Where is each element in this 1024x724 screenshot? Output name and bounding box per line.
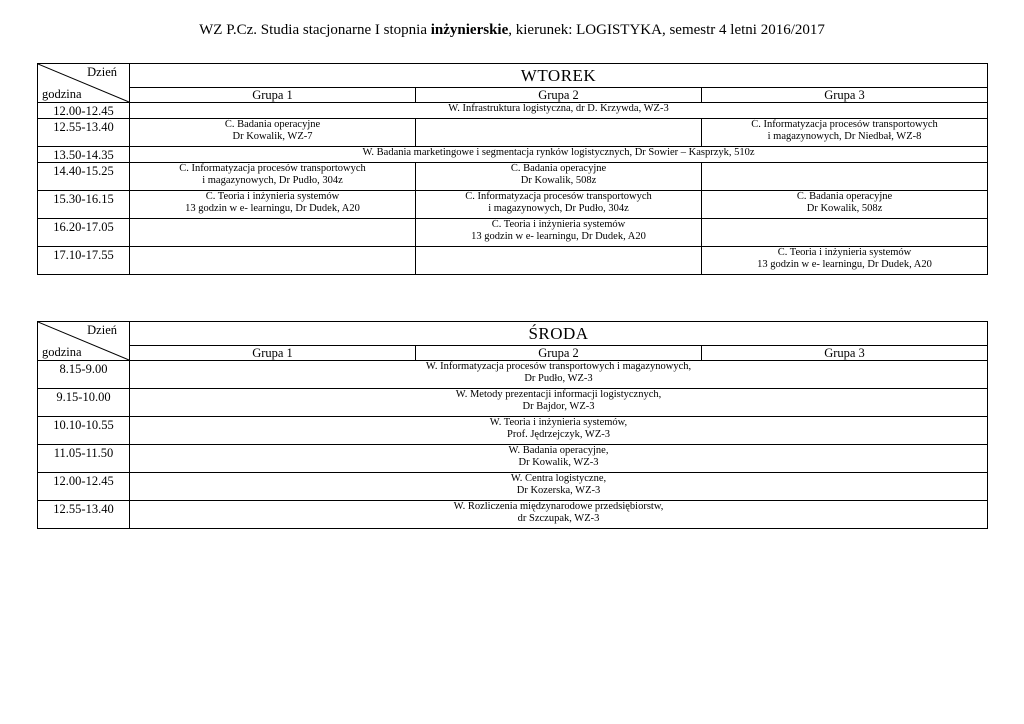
group-header-row [38,346,988,361]
class-entry-line: W. Badania operacyjne, [508,445,609,456]
day-header-row [38,64,988,88]
timetable-row [38,501,988,529]
class-entry-line: Ć. Informatyzacja procesów transportowych [751,119,938,130]
class-entry-all-groups [130,103,988,119]
timetable-row [38,147,988,163]
day-axis-label: Dzień [87,65,117,79]
timetable-row [38,361,988,389]
group-header-2: Grupa 2 [416,346,702,361]
timetable-row [38,119,988,147]
document-title [0,22,1024,39]
corner-header-cell [38,64,130,103]
day-axis-label: Dzień [87,323,117,337]
class-entry-line: W. Metody prezentacji informacji logistycznych, [455,389,662,400]
class-entry-line: W. Informatyzacja procesów transportowych i magazynowych, [425,361,692,372]
class-entry-line: W. Teoria i inżynieria systemów, [489,417,628,428]
class-entry-line: Dr Kowalik, WZ-3 [518,457,599,468]
class-entry-all-groups [130,147,988,163]
group-header-3: Grupa 3 [702,346,988,361]
class-entry-line: 13 godzin w e- learningu, Dr Dudek, A20 [185,203,360,214]
timetable-row [38,103,988,119]
class-entry-group-2 [416,119,702,147]
class-entry-line: Ć. Teoria i inżynieria systemów [205,191,340,202]
class-entry-line: W. Centra logistyczne, [510,473,607,484]
class-entry-line: i magazynowych, Dr Pudło, 304z [202,175,343,186]
class-entry-line: Ć. Badania operacyjne [224,119,321,130]
class-entry-group-1 [130,247,416,275]
class-entry-group-1 [130,163,416,191]
class-entry-line: W. Badania marketingowe i segmentacja rynków logistycznych, Dr Sowier – Kasprzyk, 510z [362,147,755,158]
class-entry-all-groups [130,473,988,501]
class-entry-group-1 [130,219,416,247]
class-entry-line: Dr Kozerska, WZ-3 [516,485,601,496]
day-header-row [38,322,988,346]
tuesday-timetable [37,63,988,275]
class-entry-group-3 [702,191,988,219]
time-slot: 8.15-9.00 [38,361,130,389]
timetable-row [38,445,988,473]
time-slot: 14.40-15.25 [38,163,130,191]
class-entry-line: Ć. Teoria i inżynieria systemów [491,219,626,230]
class-entry-line: 13 godzin w e- learningu, Dr Dudek, A20 [471,231,646,242]
time-slot: 9.15-10.00 [38,389,130,417]
class-entry-group-2 [416,247,702,275]
timetable-row [38,247,988,275]
day-name: WTOREK [130,64,988,88]
class-entry-group-3 [702,163,988,191]
class-entry-all-groups [130,389,988,417]
class-entry-line: dr Szczupak, WZ-3 [517,513,600,524]
title-text-suffix: , kierunek: LOGISTYKA, semestr 4 letni 2016/2017 [508,22,825,38]
timetable-row [38,219,988,247]
class-entry-group-2 [416,191,702,219]
class-entry-all-groups [130,501,988,529]
class-entry-line: 13 godzin w e- learningu, Dr Dudek, A20 [757,259,932,270]
class-entry-line: Ć. Teoria i inżynieria systemów [777,247,912,258]
class-entry-line: Dr Kowalik, WZ-7 [232,131,313,142]
group-header-row [38,88,988,103]
class-entry-line: Ć. Informatyzacja procesów transportowych [465,191,652,202]
corner-header-cell [38,322,130,361]
class-entry-line: i magazynowych, Dr Pudło, 304z [488,203,629,214]
class-entry-line: Ć. Informatyzacja procesów transportowych [179,163,366,174]
wednesday-timetable [37,321,988,529]
timetable-row [38,417,988,445]
class-entry-line: i magazynowych, Dr Niedbał, WZ-8 [767,131,922,142]
class-entry-group-3 [702,119,988,147]
class-entry-group-1 [130,191,416,219]
group-header-1: Grupa 1 [130,346,416,361]
timetable-row [38,473,988,501]
class-entry-group-2 [416,163,702,191]
group-header-1: Grupa 1 [130,88,416,103]
timetable-row [38,191,988,219]
hour-axis-label: godzina [42,87,82,101]
group-header-3: Grupa 3 [702,88,988,103]
class-entry-line: Dr Kowalik, 508z [806,203,883,214]
time-slot: 11.05-11.50 [38,445,130,473]
class-entry-group-3 [702,247,988,275]
day-name: ŚRODA [130,322,988,346]
class-entry-line: Prof. Jędrzejczyk, WZ-3 [506,429,611,440]
time-slot: 15.30-16.15 [38,191,130,219]
class-entry-line: Dr Bajdor, WZ-3 [522,401,595,412]
class-entry-line: Ć. Badania operacyjne [510,163,607,174]
timetable-row [38,163,988,191]
class-entry-all-groups [130,445,988,473]
time-slot: 10.10-10.55 [38,417,130,445]
group-header-2: Grupa 2 [416,88,702,103]
time-slot: 12.00-12.45 [38,473,130,501]
timetable-row [38,389,988,417]
class-entry-line: Dr Pudło, WZ-3 [524,373,593,384]
time-slot: 13.50-14.35 [38,147,130,163]
class-entry-all-groups [130,417,988,445]
class-entry-line: W. Rozliczenia międzynarodowe przedsiębiorstw, [453,501,664,512]
class-entry-all-groups [130,361,988,389]
title-bold-text: inżynierskie [430,22,509,38]
time-slot: 12.00-12.45 [38,103,130,119]
class-entry-group-3 [702,219,988,247]
time-slot: 17.10-17.55 [38,247,130,275]
class-entry-group-2 [416,219,702,247]
title-text: WZ P.Cz. Studia stacjonarne I stopnia [199,22,431,38]
class-entry-line: W. Infrastruktura logistyczna, dr D. Krzywda, WZ-3 [448,103,669,114]
hour-axis-label: godzina [42,345,82,359]
class-entry-group-1 [130,119,416,147]
time-slot: 12.55-13.40 [38,119,130,147]
time-slot: 16.20-17.05 [38,219,130,247]
class-entry-line: Dr Kowalik, 508z [520,175,597,186]
class-entry-line: Ć. Badania operacyjne [796,191,893,202]
time-slot: 12.55-13.40 [38,501,130,529]
